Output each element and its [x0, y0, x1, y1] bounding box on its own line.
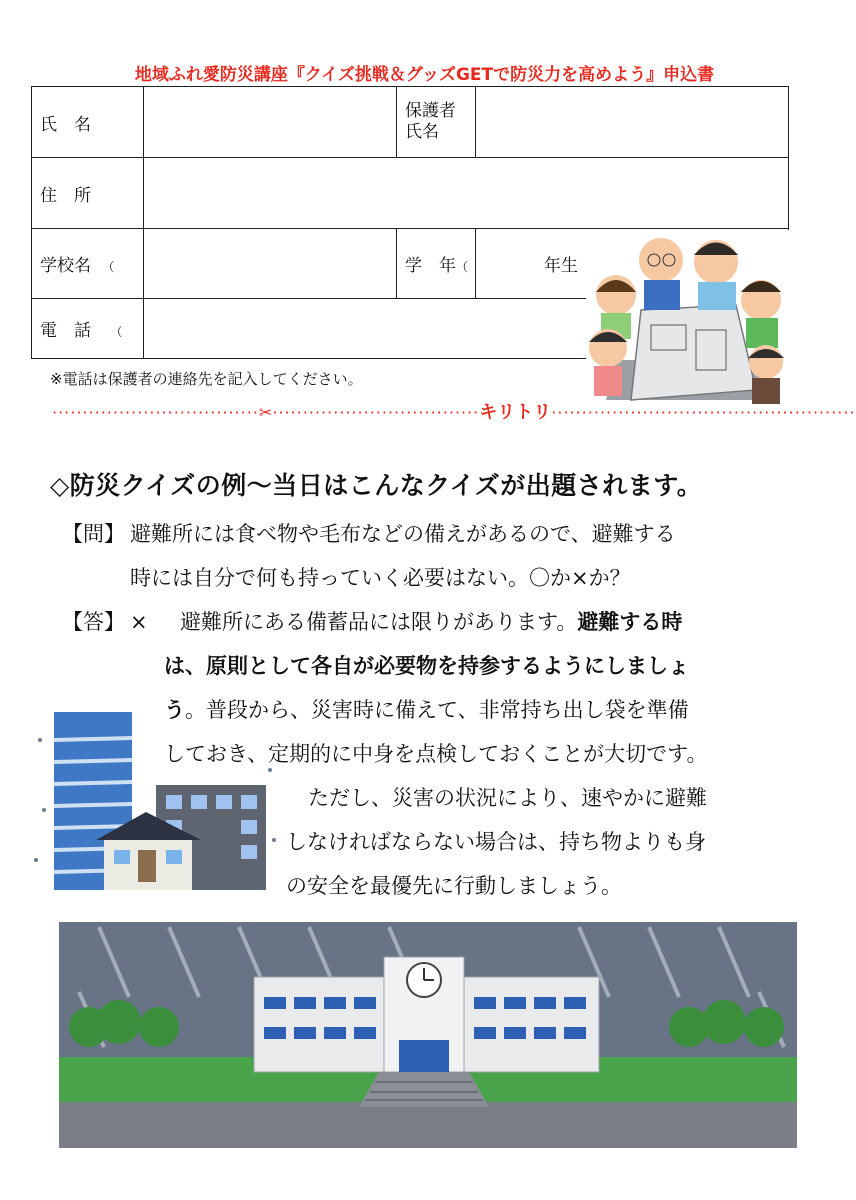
name-field[interactable]	[144, 87, 397, 158]
school-paren: （	[102, 260, 115, 274]
school-in-rain-illustration	[59, 922, 797, 1148]
guardian-label-line1: 保護者	[405, 101, 456, 121]
phone-note: ※電話は保護者の連絡先を記入してください。	[50, 370, 363, 388]
address-field[interactable]	[144, 158, 789, 229]
answer-line-5: ただし、災害の状況により、速やかに避難	[308, 786, 707, 810]
phone-paren: （	[110, 325, 123, 339]
cut-dots-mid: ··································	[272, 403, 480, 422]
school-label-text: 学校名	[40, 256, 91, 276]
quiz-heading: ◇防災クイズの例～当日はこんなクイズが出題されます。	[50, 471, 703, 500]
school-label	[32, 229, 144, 299]
guardian-name-field[interactable]	[476, 87, 789, 158]
answer-line-6: しなければならない場合は、持ち物よりも身	[286, 830, 706, 854]
answer-line-1	[180, 600, 682, 644]
cut-dots-right: ··················································	[551, 403, 856, 422]
answer-tag: 【答】	[62, 610, 125, 634]
grade-label	[397, 229, 476, 299]
grade-suffix: 年生	[544, 256, 578, 276]
question-tag: 【問】	[62, 522, 125, 546]
guardian-label-line2: 氏名	[405, 122, 439, 142]
grade-label-text: 学 年	[405, 256, 456, 276]
form-title: 地域ふれ愛防災講座『クイズ挑戦＆グッズGETで防災力を高めよう』申込書	[134, 65, 715, 85]
name-label: 氏 名	[32, 87, 144, 158]
question-line-2: 時には自分で何も持っていく必要はない。〇か×か？	[130, 566, 631, 590]
guardian-name-label	[397, 87, 476, 158]
cut-line	[52, 398, 856, 423]
question-line-1: 避難所には食べ物や毛布などの備えがあるので、避難する	[130, 522, 676, 546]
family-meeting-illustration	[586, 230, 791, 415]
school-field[interactable]	[144, 229, 397, 299]
phone-label-text: 電 話	[40, 321, 91, 341]
address-label: 住 所	[32, 158, 144, 229]
answer-line-7: の安全を最優先に行動しましょう。	[286, 874, 622, 898]
phone-label	[32, 299, 144, 359]
answer-line-1-bold: 避難する時	[577, 610, 683, 634]
answer-line-3-normal: 。普段から、災害時に備えて、非常持ち出し袋を準備	[185, 698, 689, 722]
answer-mark: ×	[130, 610, 148, 634]
cut-dots-left: ··································	[52, 403, 259, 422]
scissors-icon: ✂	[258, 403, 273, 422]
grade-paren: （	[456, 260, 469, 274]
storm-buildings-illustration	[26, 700, 276, 895]
answer-line-1-normal: 避難所にある備蓄品には限りがあります。	[180, 610, 578, 634]
answer-line-4: しておき、定期的に中身を点検しておくことが大切です。	[164, 742, 708, 766]
cut-line-label: キリトリ	[479, 402, 552, 423]
answer-line-2: は、原則として各自が必要物を持参するようにしましょ	[164, 654, 689, 678]
answer-line-3-bold: う	[164, 698, 185, 722]
